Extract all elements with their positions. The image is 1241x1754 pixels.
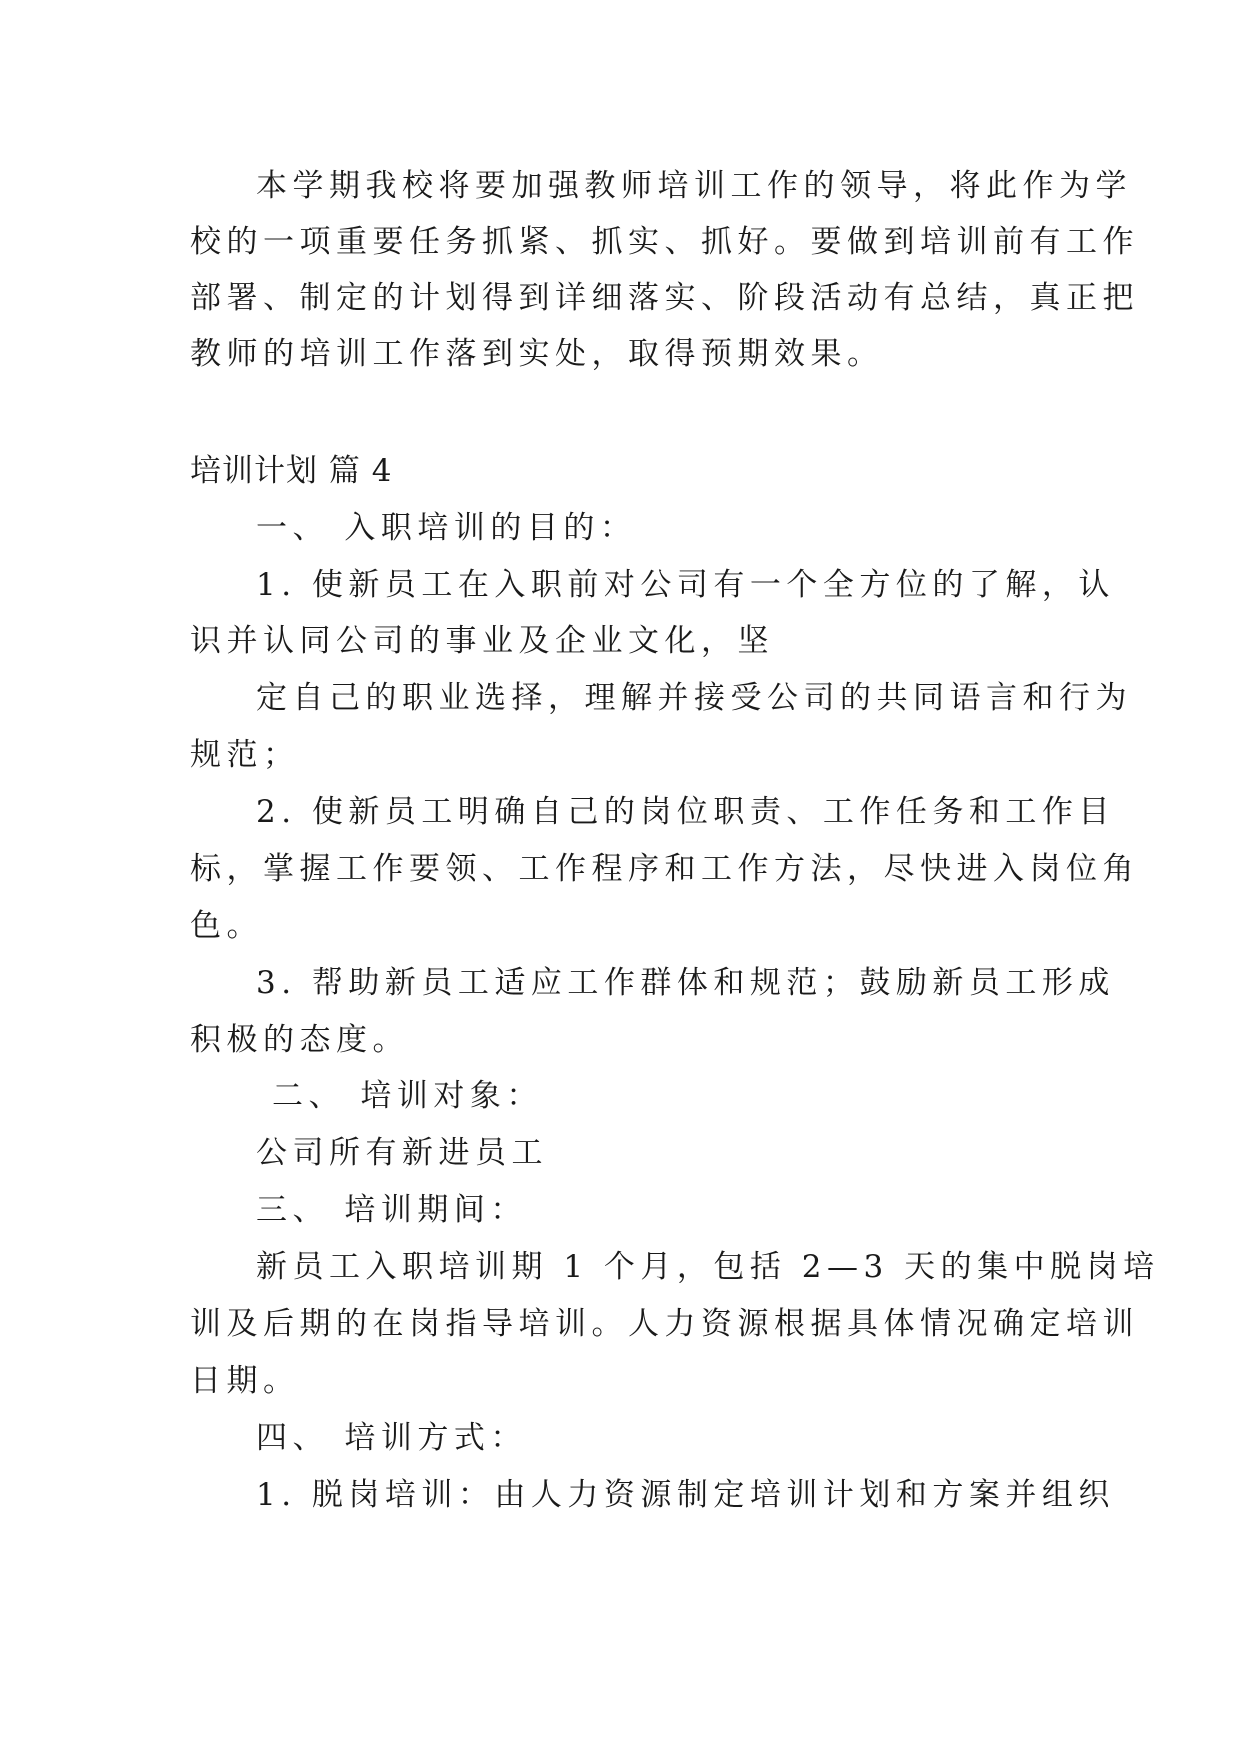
- part1-item2-line-1: 2. 使新员工明确自己的岗位职责、工作任务和工作目: [256, 794, 1115, 830]
- part1-item2-line-3: 色。: [190, 908, 263, 944]
- part1-item2-line-2: 标，掌握工作要领、工作程序和工作方法，尽快进入岗位角: [190, 851, 1139, 887]
- part3-text-line-3: 日期。: [190, 1363, 300, 1399]
- part1-item1-line-2: 识并认同公司的事业及企业文化，坚: [190, 623, 774, 659]
- intro-line-2: 校的一项重要任务抓紧、抓实、抓好。要做到培训前有工作: [190, 224, 1139, 260]
- part4-heading: 四、 培训方式：: [256, 1420, 527, 1456]
- part2-text: 公司所有新进员工: [256, 1135, 548, 1171]
- intro-line-1: 本学期我校将要加强教师培训工作的领导，将此作为学: [256, 168, 1132, 204]
- part3-heading: 三、 培训期间：: [256, 1192, 527, 1228]
- part1-item3-line-1: 3. 帮助新员工适应工作群体和规范；鼓励新员工形成: [256, 965, 1115, 1001]
- part1-heading: 一、 入职培训的目的：: [256, 510, 637, 546]
- part1-item1-line-4: 规范；: [190, 737, 300, 773]
- part3-text-line-1: 新员工入职培训期 1 个月，包括 2—3 天的集中脱岗培: [256, 1249, 1160, 1285]
- part2-heading: 二、 培训对象：: [272, 1078, 543, 1114]
- intro-line-4: 教师的培训工作落到实处，取得预期效果。: [190, 336, 884, 372]
- intro-line-3: 部署、制定的计划得到详细落实、阶段活动有总结，真正把: [190, 280, 1139, 316]
- part1-item1-line-3: 定自己的职业选择，理解并接受公司的共同语言和行为: [256, 680, 1132, 716]
- part1-item1-line-1: 1. 使新员工在入职前对公司有一个全方位的了解，认: [256, 567, 1115, 603]
- part3-text-line-2: 训及后期的在岗指导培训。人力资源根据具体情况确定培训: [190, 1306, 1139, 1342]
- part1-item3-line-2: 积极的态度。: [190, 1022, 409, 1058]
- part4-item1-line-1: 1. 脱岗培训：由人力资源制定培训计划和方案并组织: [256, 1477, 1115, 1513]
- section-title: 培训计划 篇 4: [190, 453, 393, 489]
